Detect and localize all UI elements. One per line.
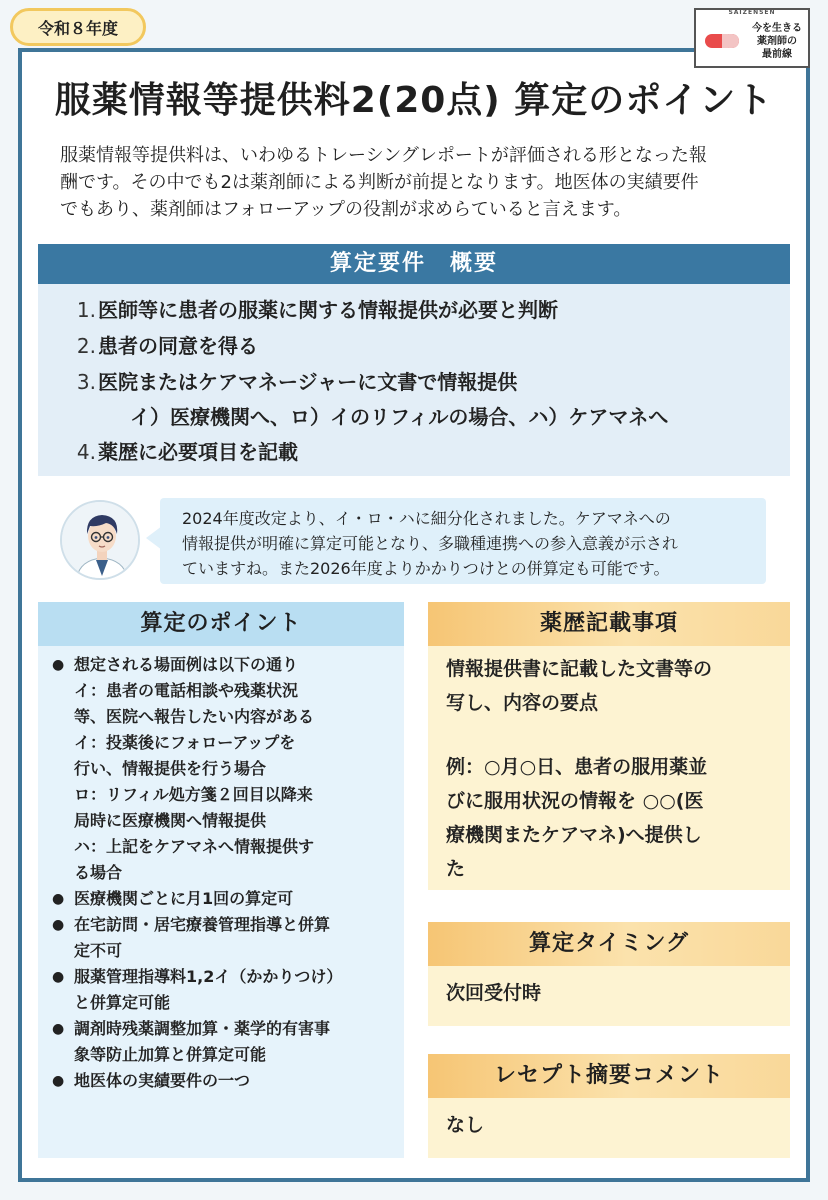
record-line: た <box>446 858 466 880</box>
calculation-points-list <box>38 646 404 1094</box>
point-subline: ロ：リフィル処方箋２回目以降来 <box>74 785 313 804</box>
logo-brand: SAIZENSEN <box>728 9 776 16</box>
receipt-comment-text: なし <box>446 1114 485 1136</box>
record-line: 情報提供書に記載した文書等の <box>446 658 713 680</box>
point-subline: と併算定可能 <box>74 993 171 1012</box>
point-subline: ハ：上記をケアマネへ情報提供す <box>74 837 315 856</box>
calculation-points-section <box>38 602 404 1158</box>
bullet-icon: ● <box>52 917 65 933</box>
point-item <box>52 652 394 678</box>
requirement-text: 医院またはケアマネージャーに文書で情報提供 <box>98 370 518 394</box>
timing-text: 次回受付時 <box>446 982 542 1004</box>
record-items-heading: 薬歴記載事項 <box>428 602 790 646</box>
requirement-number: 4. <box>76 440 96 464</box>
requirement-item <box>74 292 790 328</box>
bullet-icon: ● <box>52 1073 65 1089</box>
record-line: びに服用状況の情報を ○○(医 <box>446 790 704 812</box>
record-items-card <box>428 602 790 890</box>
record-items-body <box>428 646 790 886</box>
receipt-comment-card <box>428 1054 790 1158</box>
requirement-number: 3. <box>76 370 96 394</box>
point-subline: 象等防止加算と併算定可能 <box>74 1045 267 1064</box>
logo-line-3: 最前線 <box>762 49 792 60</box>
point-subline: 行い、情報提供を行う場合 <box>74 759 267 778</box>
timing-card <box>428 922 790 1026</box>
requirement-subitem: イ）医療機関へ、ロ）イのリフィルの場合、ハ）ケアマネへ <box>130 405 669 429</box>
bullet-icon: ● <box>52 891 65 907</box>
point-text: 調剤時残薬調整加算・薬学的有害事 <box>74 1019 331 1038</box>
point-item <box>52 964 394 990</box>
year-badge: 令和８年度 <box>10 8 146 46</box>
logo-line-2: 薬剤師の <box>757 36 797 47</box>
timing-heading: 算定タイミング <box>428 922 790 966</box>
pharmacist-avatar <box>60 500 140 580</box>
record-line: 療機関またケアマネ)へ提供し <box>446 824 702 846</box>
comment-line: 情報提供が明確に算定可能となり、多職種連携への参入意義が示され <box>182 534 679 553</box>
point-text: 医療機関ごとに月1回の算定可 <box>74 889 294 908</box>
record-line: 写し、内容の要点 <box>446 692 599 714</box>
requirement-text: 患者の同意を得る <box>98 334 258 358</box>
capsule-icon <box>704 30 742 52</box>
logo-line-1: 今を生きる <box>752 23 802 34</box>
page-title: 服薬情報等提供料2(20点) 算定のポイント <box>54 80 774 121</box>
intro-line: 酬です。その中でも2は薬剤師による判断が前提となります。地医体の実績要件 <box>60 172 699 193</box>
point-item <box>52 1068 394 1094</box>
calculation-points-heading: 算定のポイント <box>38 602 404 646</box>
pharmacist-comment-bubble <box>160 498 766 584</box>
saizensen-logo <box>694 8 810 68</box>
point-subline: 局時に医療機関へ情報提供 <box>74 811 267 830</box>
record-line: 例：○月○日、患者の服用薬並 <box>446 756 708 778</box>
bullet-icon: ● <box>52 969 65 985</box>
requirement-item <box>74 364 790 400</box>
point-item <box>52 886 394 912</box>
requirements-heading: 算定要件 概要 <box>38 244 790 284</box>
point-item <box>52 912 394 938</box>
requirement-item <box>74 328 790 364</box>
requirement-text: 薬歴に必要項目を記載 <box>98 440 298 464</box>
comment-line: 2024年度改定より、イ・ロ・ハに細分化されました。ケアマネへの <box>182 509 671 528</box>
receipt-comment-heading: レセプト摘要コメント <box>428 1054 790 1098</box>
requirements-list <box>38 284 790 470</box>
point-text: 地医体の実績要件の一つ <box>74 1071 251 1090</box>
point-subline: 等、医院へ報告したい内容がある <box>74 707 315 726</box>
requirement-number: 1. <box>76 298 96 322</box>
point-item <box>52 1016 394 1042</box>
requirement-item <box>74 434 790 470</box>
point-subline: 定不可 <box>74 941 123 960</box>
bullet-icon: ● <box>52 657 65 673</box>
logo-tagline <box>746 22 808 61</box>
comment-line: ていますね。また2026年度よりかかりつけとの併算定も可能です。 <box>182 559 670 578</box>
requirement-number: 2. <box>76 334 96 358</box>
paragraph-gap <box>446 720 776 750</box>
requirement-text: 医師等に患者の服薬に関する情報提供が必要と判断 <box>98 298 558 322</box>
point-text: 在宅訪問・居宅療養管理指導と併算 <box>74 915 331 934</box>
intro-paragraph <box>60 142 780 223</box>
point-text: 服薬管理指導料1,2イ（かかりつけ） <box>74 967 343 986</box>
intro-line: 服薬情報等提供料は、いわゆるトレーシングレポートが評価される形となった報 <box>60 145 707 166</box>
point-subline: る場合 <box>74 863 123 882</box>
point-subline: イ：患者の電話相談や残薬状況 <box>74 681 299 700</box>
requirements-section <box>38 244 790 476</box>
bullet-icon: ● <box>52 1021 65 1037</box>
point-text: 想定される場面例は以下の通り <box>74 655 299 674</box>
point-subline: イ：投薬後にフォローアップを <box>74 733 296 752</box>
intro-line: でもあり、薬剤師はフォローアップの役割が求めらていると言えます。 <box>60 199 632 220</box>
